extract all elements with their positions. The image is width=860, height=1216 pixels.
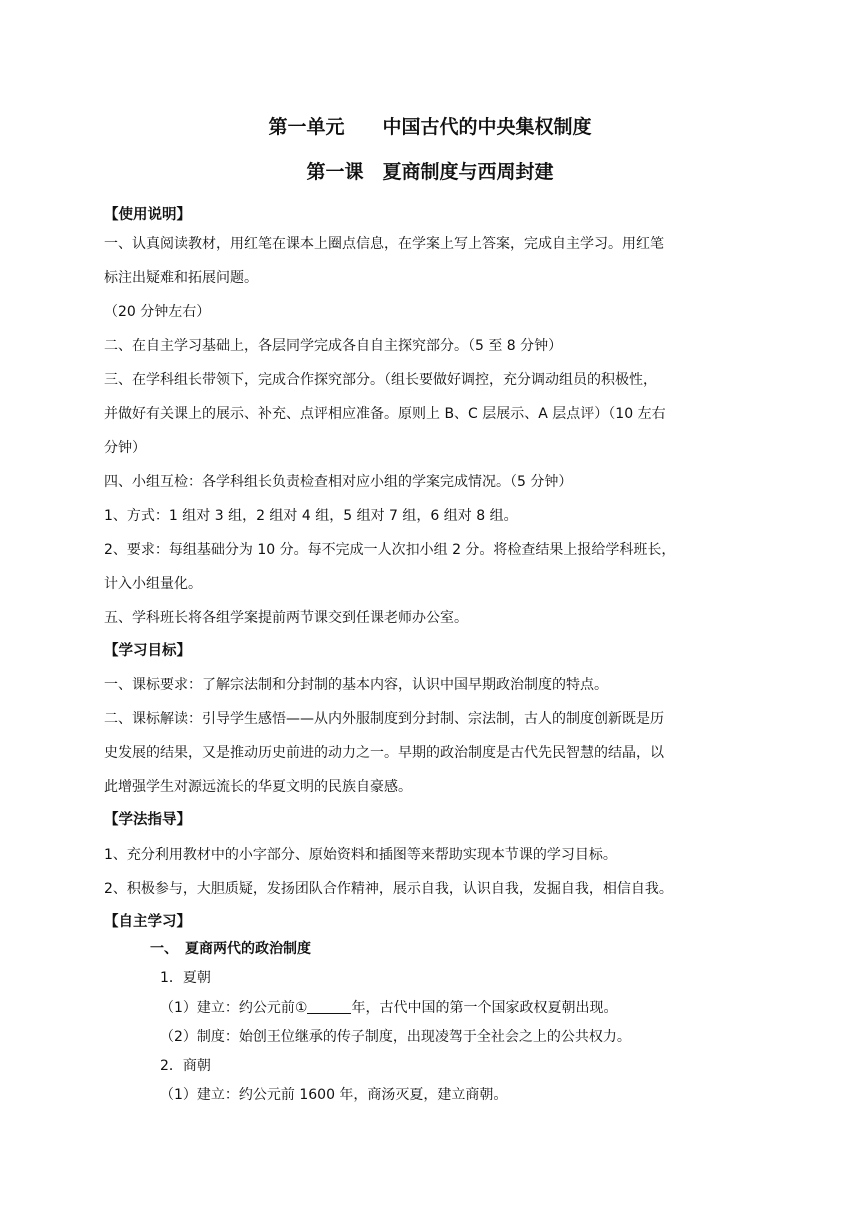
instruction-3-line-1: 三、在学科组长带领下，完成合作探究部分。（组长要做好调控，充分调动组员的积极性， bbox=[104, 372, 657, 388]
unit-title: 第一单元 中国古代的中央集权制度 bbox=[268, 116, 592, 138]
xia-system: （2）制度：始创王位继承的传子制度，出现凌驾于全社会之上的公共权力。 bbox=[160, 1029, 631, 1045]
goals-heading: 【学习目标】 bbox=[104, 643, 191, 659]
instruction-5: 五、学科班长将各组学案提前两节课交到任课老师办公室。 bbox=[104, 610, 468, 626]
goal-2-line-3: 此增强学生对源远流长的华夏文明的民族自豪感。 bbox=[104, 779, 412, 795]
shang-heading: 2．商朝 bbox=[160, 1058, 211, 1074]
xia-establishment-text-end: 年，古代中国的第一个国家政权夏朝出现。 bbox=[351, 1000, 618, 1016]
shang-establishment: （1）建立：约公元前 1600 年，商汤灭夏，建立商朝。 bbox=[160, 1087, 508, 1103]
instruction-3-line-3: 分钟） bbox=[104, 440, 146, 456]
instruction-4-requirement-line-2: 计入小组量化。 bbox=[104, 576, 202, 592]
instruction-2: 二、在自主学习基础上，各层同学完成各自自主探究部分。（5 至 8 分钟） bbox=[104, 338, 563, 354]
self-study-heading: 【自主学习】 bbox=[104, 914, 191, 930]
instruction-3-line-2: 并做好有关课上的展示、补充、点评相应准备。原则上 B、C 层展示、A 层点评）（10 左右 bbox=[104, 406, 666, 422]
instruction-1-line-3: （20 分钟左右） bbox=[104, 304, 211, 320]
goal-2-line-2: 史发展的结果，又是推动历史前进的动力之一。早期的政治制度是古代先民智慧的结晶，以 bbox=[104, 745, 664, 761]
xia-heading: 1．夏朝 bbox=[160, 970, 211, 986]
instruction-1-line-1: 一、认真阅读教材，用红笔在课本上圈点信息，在学案上写上答案，完成自主学习。用红笔 bbox=[104, 236, 664, 252]
goal-2-line-1: 二、课标解读：引导学生感悟——从内外服制度到分封制、宗法制，古人的制度创新既是历 bbox=[104, 711, 664, 727]
xia-establishment-text-start: （1）建立：约公元前① bbox=[160, 1000, 308, 1016]
instruction-1-line-2: 标注出疑难和拓展问题。 bbox=[104, 270, 258, 286]
lesson-title: 第一课 夏商制度与西周封建 bbox=[306, 161, 554, 183]
instruction-4-requirement-line-1: 2、要求：每组基础分为 10 分。每不完成一人次扣小组 2 分。将检查结果上报给学科班长， bbox=[104, 542, 676, 558]
answer-blank-1[interactable] bbox=[307, 999, 351, 1014]
goal-1: 一、课标要求：了解宗法制和分封制的基本内容，认识中国早期政治制度的特点。 bbox=[104, 677, 608, 693]
part-1-heading: 一、 夏商两代的政治制度 bbox=[150, 941, 311, 957]
xia-establishment bbox=[160, 998, 820, 1018]
method-heading: 【学法指导】 bbox=[104, 812, 191, 828]
instructions-heading: 【使用说明】 bbox=[104, 207, 191, 223]
instruction-4-method: 1、方式：1 组对 3 组，2 组对 4 组，5 组对 7 组，6 组对 8 组。 bbox=[104, 508, 518, 524]
instruction-4: 四、小组互检：各学科组长负责检查相对应小组的学案完成情况。（5 分钟） bbox=[104, 474, 573, 490]
method-2: 2、积极参与，大胆质疑，发扬团队合作精神，展示自我，认识自我，发掘自我，相信自我。 bbox=[104, 881, 673, 897]
method-1: 1、充分利用教材中的小字部分、原始资料和插图等来帮助实现本节课的学习目标。 bbox=[104, 847, 617, 863]
